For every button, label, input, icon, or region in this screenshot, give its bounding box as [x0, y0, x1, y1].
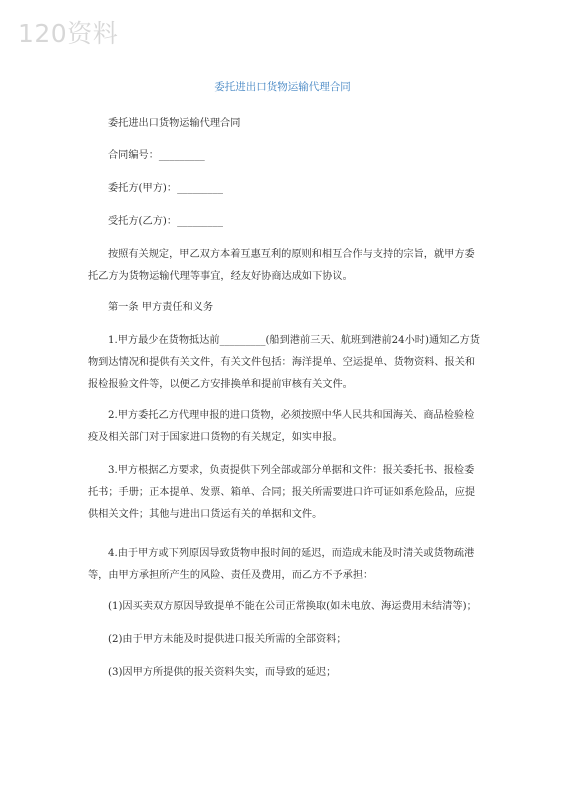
party-b-field: 受托方(乙方)：_________: [108, 216, 223, 227]
contract-number-field: 合同编号：_________: [108, 150, 205, 161]
article-1-heading: 第一条 甲方责任和义务: [108, 302, 214, 313]
item-4-sub-1: (1)因买卖双方原因导致提单不能在公司正常换取(如未电放、海运费用未结清等)；: [108, 601, 477, 612]
article-1-item-4: 4.由于甲方或下列原因导致货物申报时间的延迟，而造成未能及时清关或货物疏港等，由甲方承担所产生的风险、责任及费用，而乙方不予承担：: [88, 548, 475, 581]
intro-paragraph: 按照有关规定，甲乙双方本着互惠互利的原则和相互合作与支持的宗旨，就甲方委托乙方为货物运输代理等事宜，经友好协商达成如下协议。: [88, 249, 475, 282]
item-4-sub-2: (2)由于甲方未能及时提供进口报关所需的全部资料；: [108, 634, 347, 645]
article-1-item-1: 1.甲方最少在货物抵达前_________(船到港前三天、航班到港前24小时)通知乙方货物到达情况和提供有关文件，有关文件包括：海洋提单、空运提单、货物资料、报关和报检报验文件等，以便乙方安排换单和提前审核有关文件。: [88, 335, 480, 390]
page-title: 委托进出口货物运输代理合同: [214, 81, 351, 93]
article-1-item-3: 3.甲方根据乙方要求，负责提供下列全部或部分单据和文件：报关委托书、报检委托书；手册；正本提单、发票、箱单、合同；报关所需要进口许可证如系危险品，应提供相关文件；其他与进出口货运有关的单据和文件。: [88, 465, 476, 520]
contract-heading: 委托进出口货物运输代理合同: [108, 118, 241, 129]
item-4-sub-3: (3)因甲方所提供的报关资料失实，而导致的延迟；: [108, 667, 337, 678]
article-1-item-2: 2.甲方委托乙方代理申报的进口货物，必须按照中华人民共和国海关、商品检验检疫及相关部门对于国家进口货物的有关规定，如实申报。: [88, 410, 475, 443]
party-a-field: 委托方(甲方)：_________: [108, 183, 223, 194]
watermark-logo: 120资料: [18, 19, 119, 48]
